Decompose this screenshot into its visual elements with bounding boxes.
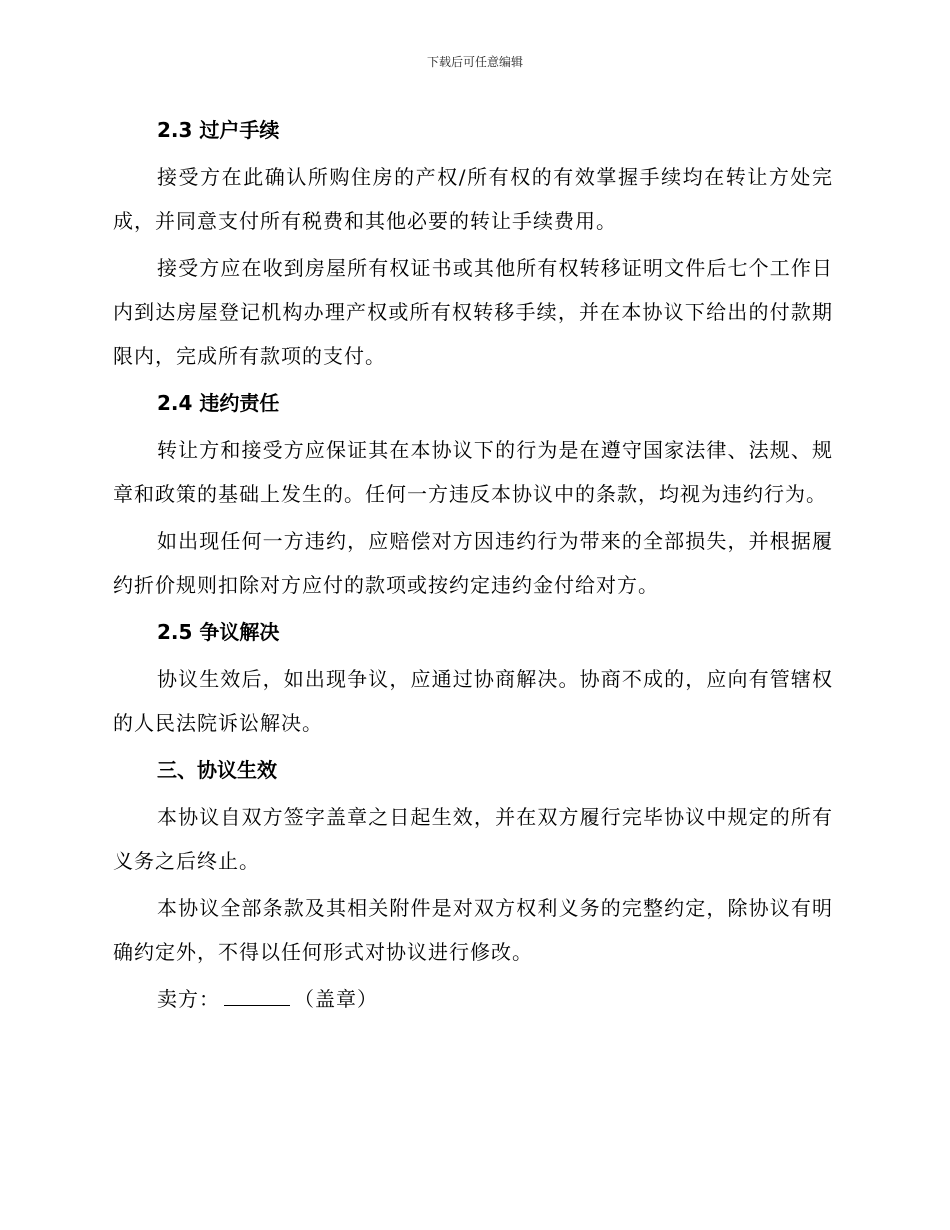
section-3-paragraph-2: 本协议全部条款及其相关附件是对双方权利义务的完整约定，除协议有明确约定外，不得以任何形式对协议进行修改。 [113, 896, 833, 964]
section-2-5-heading: 2.5 争议解决 [157, 620, 280, 644]
seller-signature-line [113, 977, 833, 1021]
section-2-4-heading: 2.4 违约责任 [157, 391, 280, 415]
seal-note: （盖章） [294, 987, 378, 1011]
seller-signature-blank[interactable] [224, 985, 290, 1006]
section-3-heading: 三、协议生效 [157, 758, 277, 782]
section-2-3-heading: 2.3 过户手续 [157, 118, 280, 142]
section-2-4-paragraph-1: 转让方和接受方应保证其在本协议下的行为是在遵守国家法律、法规、规章和政策的基础上发生的。任何一方违反本协议中的条款，均视为违约行为。 [113, 438, 833, 506]
document-body [113, 108, 833, 1021]
seller-label: 卖方： [157, 987, 220, 1011]
section-2-3-paragraph-2: 接受方应在收到房屋所有权证书或其他所有权转移证明文件后七个工作日内到达房屋登记机构办理产权或所有权转移手续，并在本协议下给出的付款期限内，完成所有款项的支付。 [113, 256, 833, 368]
section-2-4-paragraph-2: 如出现任何一方违约，应赔偿对方因违约行为带来的全部损失，并根据履约折价规则扣除对方应付的款项或按约定违约金付给对方。 [113, 529, 833, 597]
section-2-3-paragraph-1: 接受方在此确认所购住房的产权/所有权的有效掌握手续均在转让方处完成，并同意支付所有税费和其他必要的转让手续费用。 [113, 165, 833, 233]
page-header: 下载后可任意编辑 [426, 55, 523, 69]
section-3-paragraph-1: 本协议自双方签字盖章之日起生效，并在双方履行完毕协议中规定的所有义务之后终止。 [113, 805, 833, 873]
section-2-5-paragraph-1: 协议生效后，如出现争议，应通过协商解决。协商不成的，应向有管辖权的人民法院诉讼解决。 [113, 667, 833, 735]
